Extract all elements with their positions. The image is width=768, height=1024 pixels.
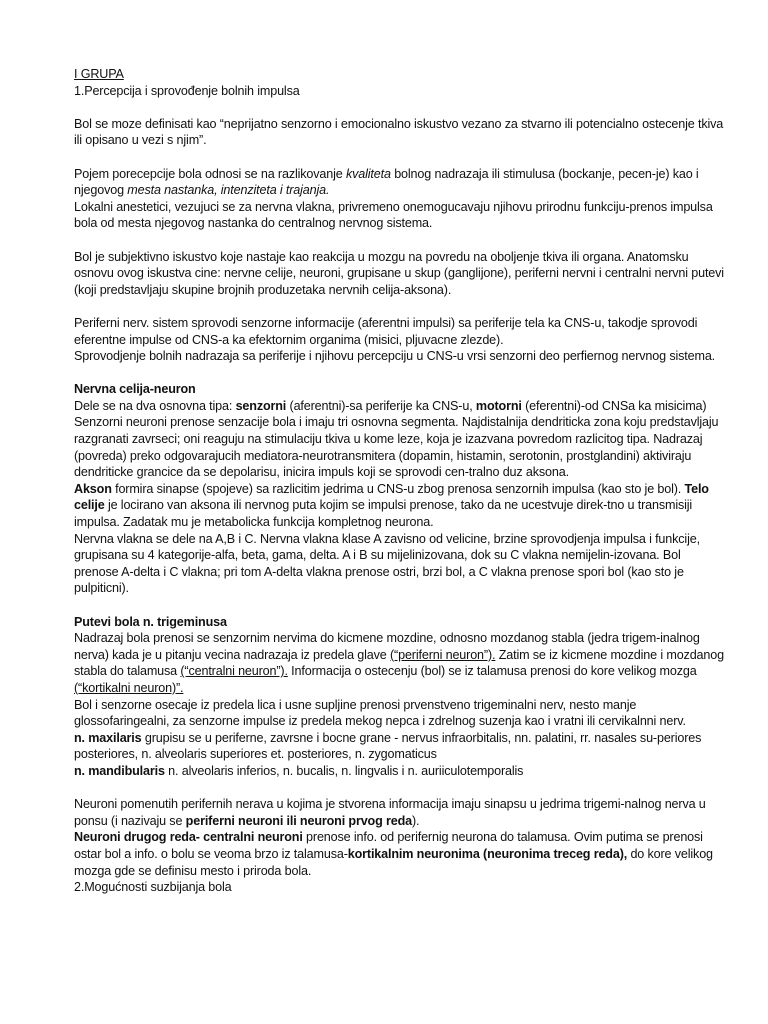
subjective-experience-paragraph: Bol je subjektivno iskustvo koje nastaje kao reakcija u mozgu na povredu na oboljenje tkiva ili organa. Anatomsku osnovu ovog iskustva cine: nervne celije, neuroni, grupisane u skup (ganglijone), periferni nervni i centralni nervni putevi (koji predstavljaju skupine brojnih produzetaka nervnih celija-aksona). — [74, 249, 724, 297]
sensory-neurons-paragraph: Senzorni neuroni prenose senzacije bola i imaju tri osnovna segmenta. Najdistalnija dendriticka zona koju predstavljaju razgranati zavrseci; oni reaguju na stimulaciju tkiva u kome leze, koja je izazvana povredom razlicitog tipa. Nadrazaj (povreda) preko odgovarajucih mediatora-neurotransmitera (dopamin, histamin, serotonin, prostglandini) aktiviraju dendriticke grancice da se depolarisu, inicira impuls koji se sprovodi cen-tralno duz aksona. — [74, 415, 719, 480]
pain-definition-paragraph: Bol se moze definisati kao “neprijatno senzorno i emocionalno iskustvo vezano za stvarno ili potencialno ostecenje tkiva ili opisano u vezi s njim”. — [74, 116, 724, 148]
axon-paragraph: Akson formira sinapse (spojeve) sa razlicitim jedrima u CNS-u zbog prenosa senzornih impulsa (kao sto je bol). Telo celije je locirano van aksona ili nervnog puta kojim se impulsi prenose, tako da ne ucestvuje direk-tno u transmisiji impulsa. Zadatak mu je metabolicka funkcija kompletnog neurona. — [74, 481, 709, 530]
second-order-neurons-paragraph: Neuroni drugog reda- centralni neuroni prenose info. od perifernig neurona do talamusa. Ovim putima se prenosi ostar bol a info. o bolu se veoma brzo iz talamusa-kortikalnim neuronima (neuronima treceg reda), do kore velikog mozga gde se definisu mesto i priroda bola. — [74, 830, 713, 878]
group-title: I GRUPA — [74, 67, 124, 81]
neuron-heading: Nervna celija-neuron — [74, 382, 196, 397]
peripheral-system-paragraph: Periferni nerv. sistem sprovodi senzorne informacije (aferentni impulsi) sa periferije tela ka CNS-u, takodje sprovodi eferentne impulse od CNS-a ka efektornim organima (misici, pljuvacne zlezde). — [74, 315, 698, 347]
stimulus-pathway-paragraph: Nadrazaj bola prenosi se senzornim nervima do kicmene mozdine, odnosno mozdanog stabla (jedra trigem-inalnog nerva) kada je u pitanju vecina nadrazaja iz predela glave (“periferni neuron”). Zatim se iz kicmene mozdine i mozdanog stabla do talamusa (“centralni neuron”). Informacija o ostecenju (bol) se iz talamusa prenosi do kore velikog mozga (“kortikalni neuron)”. — [74, 631, 724, 695]
question-1-heading: 1.Percepcija i sprovođenje bolnih impulsa — [74, 83, 300, 98]
nerve-fibers-paragraph: Nervna vlakna se dele na A,B i C. Nervna vlakna klase A zavisno od velicine, brzine sprovodjenja impulsa i funkcije, grupisana su 4 kategorije-alfa, beta, gama, delta. A i B su mijelinizovana, dok su C vlakna nemijelin-izovana. Bol prenose A-delta i C vlakna; pri tom A-delta vlakna prenose ostri, brzi bol, a C vlakna prenose spori bol (kao sto je pulpiticni). — [74, 531, 700, 596]
maxillary-nerve-paragraph: n. maxilaris grupisu se u periferne, zavrsne i bocne grane - nervus infraorbitalis, nn. palatini, rr. nasales su-periores posteriores, n. alveolaris superiores et. posteriores, n. zygomaticus — [74, 730, 702, 762]
facial-sensation-paragraph: Bol i senzorne osecaje iz predela lica i usne supljine prenosi prvenstveno trigeminalni nerv, nesto manje glossofaringealni, za senzorne impulse iz predela mekog nepca i zdrelnog suzenja kao i vratni ili cervikalnni nerv. — [74, 697, 686, 729]
trigeminal-pathways-heading: Putevi bola n. trigeminusa — [74, 614, 227, 629]
question-2-heading: 2.Mogućnosti suzbijanja bola — [74, 880, 232, 895]
neuron-types-paragraph: Dele se na dva osnovna tipa: senzorni (aferentni)-sa periferije ka CNS-u, motorni (eferentni)-od CNSa ka misicima) — [74, 398, 707, 413]
first-order-neurons-paragraph: Neuroni pomenutih perifernih nerava u kojima je stvorena informacija imaju sinapsu u jedrima trigemi-nalnog nerva u ponsu (i nazivaju se periferni neuroni ili neuroni prvog reda). — [74, 797, 706, 828]
pain-perception-paragraph: Pojem porecepcije bola odnosi se na razlikovanje kvaliteta bolnog nadrazaja ili stimulusa (bockanje, pecen-je) kao i njegovog mesta nastanka, intenziteta i trajanja. — [74, 166, 699, 198]
local-anesthetics-paragraph: Lokalni anestetici, vezujuci se za nervna vlakna, privremeno onemogucavaju njihovu prirodnu funkciju-prenos impulsa bola od mesta njegovog nastanka do centralnog nervnog sistema. — [74, 199, 713, 231]
pain-conduction-paragraph: Sprovodjenje bolnih nadrazaja sa periferije i njihovu percepciju u CNS-u vrsi senzorni deo perfiernog nervnog sistema. — [74, 349, 716, 364]
mandibular-nerve-paragraph: n. mandibularis n. alveolaris inferios, n. bucalis, n. lingvalis i n. auriiculotemporalis — [74, 763, 524, 778]
